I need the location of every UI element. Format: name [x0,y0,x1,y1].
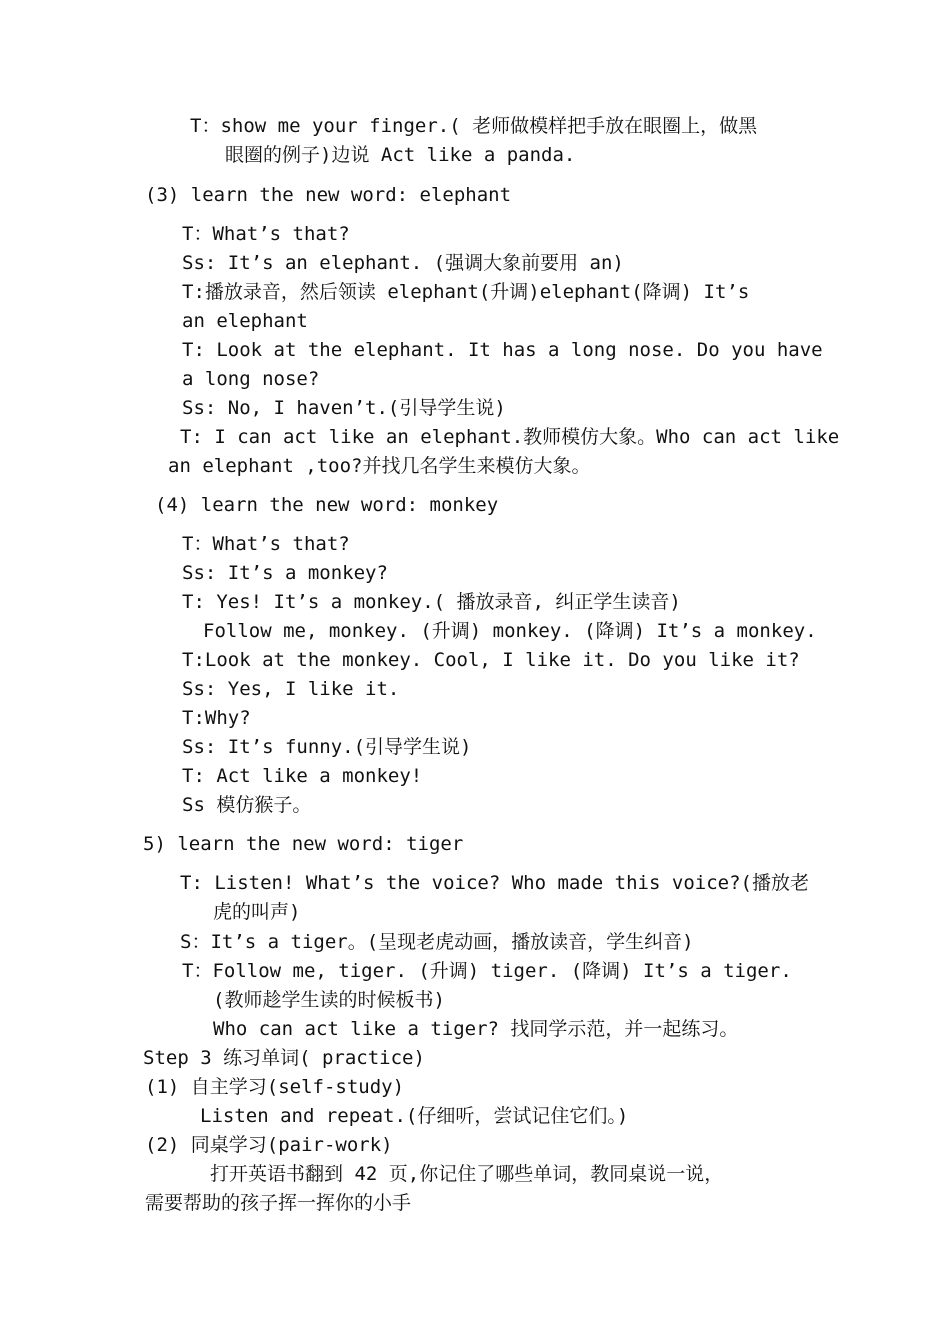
text-line: T：Follow me, tiger. (升调) tiger. (降调) It’s a tiger. [182,960,792,982]
text-line: Ss: No, I haven’t.(引导学生说) [182,397,506,419]
text-line: T：What’s that? [182,223,350,245]
section-heading: (4) learn the new word: monkey [155,494,499,516]
text-line: S：It’s a tiger。(呈现老虎动画，播放读音，学生纠音) [180,931,694,953]
step-heading: Step 3 练习单词( practice) [143,1047,425,1069]
text-line: T: I can act like an elephant.教师模仿大象。Who can act like [180,426,840,448]
text-line: T:播放录音，然后领读 elephant(升调)elephant(降调) It’s [182,281,750,303]
text-line: Who can act like a tiger? 找同学示范，并一起练习。 [213,1018,739,1040]
text-line: 打开英语书翻到 42 页,你记住了哪些单词，教同桌说一说， [210,1163,724,1185]
section-heading: 5) learn the new word: tiger [143,833,464,855]
section-heading: (3) learn the new word: elephant [145,184,512,206]
text-line: Listen and repeat.(仔细听，尝试记住它们。) [200,1105,629,1127]
text-line: T：show me your finger.( 老师做模样把手放在眼圈上，做黑 [190,115,758,137]
text-line: (1) 自主学习(self-study) [145,1076,405,1098]
text-line: (教师趁学生读的时候板书) [213,989,445,1011]
text-line: Ss 模仿猴子。 [182,794,312,816]
text-line: Follow me, monkey. (升调) monkey. (降调) It’s a monkey. [203,620,817,642]
text-line: T: Listen! What’s the voice? Who made this voice?(播放老 [180,872,809,894]
text-line: Ss: It’s funny.(引导学生说) [182,736,472,758]
text-line: 眼圈的例子)边说 Act like a panda. [225,144,576,166]
text-line: T:Why? [182,707,251,729]
text-line: a long nose? [182,368,320,390]
text-line: T: Look at the elephant. It has a long nose. Do you have [182,339,823,361]
text-line: Ss: It’s an elephant. (强调大象前要用 an) [182,252,624,274]
text-line: 需要帮助的孩子挥一挥你的小手 [145,1192,412,1214]
text-line: T：What’s that? [182,533,350,555]
text-line: 虎的叫声) [213,901,301,923]
text-line: an elephant [182,310,308,332]
text-line: T: Act like a monkey! [182,765,423,787]
text-line: Ss: It’s a monkey? [182,562,388,584]
text-line: Ss: Yes, I like it. [182,678,400,700]
text-line: T:Look at the monkey. Cool, I like it. Do you like it? [182,649,800,671]
text-line: an elephant ,too?并找几名学生来模仿大象。 [168,455,591,477]
text-line: T: Yes! It’s a monkey.( 播放录音, 纠正学生读音) [182,591,681,613]
text-line: (2) 同桌学习(pair-work) [145,1134,393,1156]
